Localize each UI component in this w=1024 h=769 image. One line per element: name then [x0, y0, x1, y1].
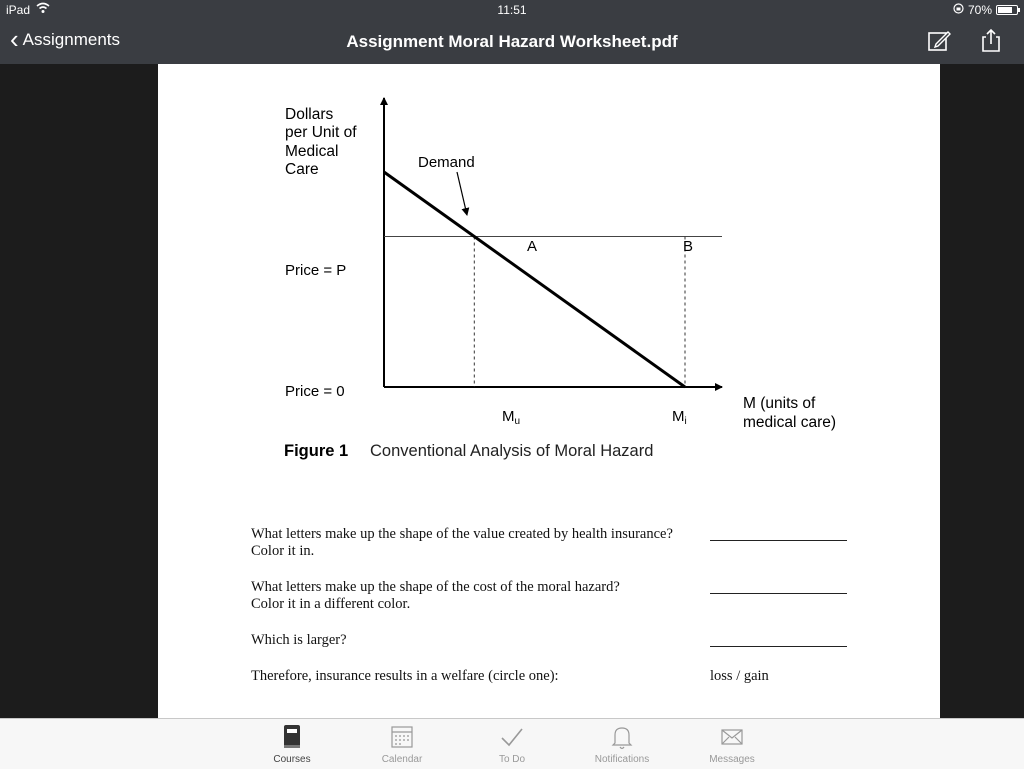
y-axis-label-line-3: Medical — [285, 143, 339, 160]
y-axis-label-line-1: Dollars — [285, 106, 334, 123]
tab-notifications[interactable] — [577, 723, 667, 765]
point-b-label: B — [683, 238, 694, 255]
tab-courses-label: Courses — [273, 754, 311, 765]
price-p-label: Price = P — [285, 262, 347, 279]
calendar-icon — [389, 723, 415, 751]
carrier-label: iPad — [6, 3, 31, 17]
tab-calendar-label: Calendar — [381, 754, 423, 765]
navigation-bar — [0, 20, 1024, 64]
question-3 — [251, 632, 347, 649]
question-1 — [251, 526, 673, 560]
tab-bar — [0, 718, 1024, 769]
demand-label: Demand — [418, 154, 475, 171]
figure-caption-number: Figure 1 — [284, 442, 349, 460]
tab-messages-label: Messages — [709, 754, 755, 765]
question-1-line-2: Color it in. — [251, 543, 315, 559]
share-icon — [978, 28, 1004, 54]
x-axis-label-line-1: M (units of — [743, 395, 816, 412]
share-button[interactable] — [978, 28, 1004, 54]
mi-label: $M_i$ — [672, 408, 687, 427]
clock: 11:51 — [497, 3, 527, 17]
courses-icon — [279, 723, 305, 751]
moral-hazard-chart — [158, 64, 940, 484]
y-axis-label-line-2: per Unit of — [285, 124, 357, 141]
question-4-line-1: Therefore, insurance results in a welfare (circle one): — [251, 668, 559, 684]
annotate-button[interactable] — [926, 28, 952, 54]
orientation-lock-icon — [953, 3, 964, 17]
battery-status — [953, 3, 1018, 17]
question-2-line-1: What letters make up the shape of the cost of the moral hazard? — [251, 579, 620, 595]
battery-icon — [996, 5, 1018, 15]
demand-curve — [384, 172, 685, 387]
pdf-page[interactable] — [158, 64, 940, 718]
envelope-icon — [719, 723, 745, 751]
mu-label: $M_u$ — [502, 408, 521, 427]
y-axis-label-line-4: Care — [285, 161, 319, 178]
question-4 — [251, 668, 559, 685]
point-a-label: A — [527, 238, 538, 255]
tab-todo-label: To Do — [498, 754, 526, 765]
demand-pointer-arrow — [457, 172, 467, 215]
price-zero-label: Price = 0 — [285, 383, 345, 400]
back-button-label: Assignments — [22, 30, 120, 49]
status-bar — [0, 0, 1024, 20]
question-2 — [251, 579, 620, 613]
tab-todo[interactable] — [467, 723, 557, 765]
tab-calendar[interactable] — [357, 723, 447, 765]
answer-1-blank[interactable] — [710, 540, 847, 541]
checkmark-icon — [499, 723, 525, 751]
question-2-line-2: Color it in a different color. — [251, 596, 411, 612]
tab-messages[interactable] — [687, 723, 777, 765]
tab-courses[interactable] — [247, 723, 337, 765]
chevron-left-icon: ‹ — [10, 23, 19, 54]
battery-percent: 70% — [967, 3, 992, 17]
answer-2-blank[interactable] — [710, 593, 847, 594]
answer-3-blank[interactable] — [710, 646, 847, 647]
question-1-line-1: What letters make up the shape of the value created by health insurance? — [251, 526, 673, 542]
x-axis-label-line-2: medical care) — [743, 414, 837, 431]
figure-caption-text: Conventional Analysis of Moral Hazard — [370, 442, 654, 460]
tab-notifications-label: Notifications — [594, 754, 650, 765]
document-title: Assignment Moral Hazard Worksheet.pdf — [346, 32, 678, 51]
welfare-choice[interactable]: loss / gain — [710, 668, 769, 684]
bell-icon — [609, 723, 635, 751]
edit-icon — [926, 28, 952, 54]
question-3-line-1: Which is larger? — [251, 632, 347, 648]
